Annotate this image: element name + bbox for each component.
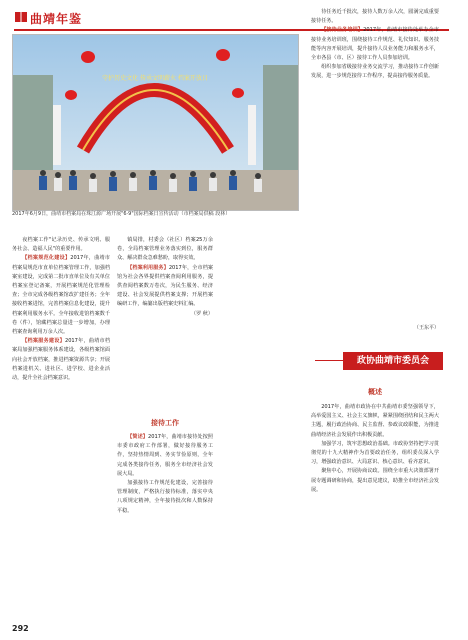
paragraph (117, 236, 213, 264)
paragraph-text: （罗 秋） (191, 310, 213, 317)
paragraph (311, 403, 439, 440)
subsection-heading-overview: 概述 (368, 388, 382, 396)
paragraph-heading: 【档案服务建设】 (22, 338, 65, 345)
paragraph-text: 2017年，曲靖市档案局规范市直单位档案管理工作，加强档案室建设，完成第二批市直单位及有关单位档案室登记备案，开展档案规范化管理检查；全市完成各级档案馆改扩建任务；全年接收档案进馆，完善档案信息化建设，提升档案利用服务水平。全年接收进馆档案数千卷（件），馆藏档案总量进一步增加，办理档案查询利用万余人次。 (12, 255, 110, 336)
paragraph-text: 聚焦中心，开展协商议政。围绕全市重大决策部署开展专题调研和协商，提出意见建议，助推全市经济社会发展。 (311, 468, 439, 493)
page-number: 292 (12, 624, 29, 633)
paragraph-text: 加强接待工作规范化建设，完善接待管理制度，严格执行接待标准，落实中央八项规定精神，全年接待批次和人数保持平稳。 (117, 480, 213, 514)
paragraph-heading: 【接待业务培训】 (321, 27, 364, 34)
paragraph-heading: 【档案利用服务】 (127, 264, 169, 271)
running-title: 曲靖年鉴 (30, 12, 83, 26)
paragraph (311, 8, 439, 26)
paragraph-text: 待任务近千批次，接待人数万余人次，圆满完成重要接待任务。 (311, 9, 439, 25)
photo-banner-text: 守护历史文化 传承文明薪火 档案开放日 (102, 75, 208, 82)
book-logo-icon (14, 10, 28, 24)
paragraph-text: 2017年，曲靖市政协在中共曲靖市委坚强领导下，高举爱国主义、社会主义旗帜，紧紧围绕团结和民主两大主题，履行政治协商、民主监督、参政议政职能，为推进曲靖经济社会发展作出积极贡献。 (311, 404, 439, 438)
paragraph (117, 433, 213, 479)
subsection-heading-reception: 接待工作 (151, 419, 179, 427)
paragraph-signature (117, 310, 213, 319)
paragraph-text: 加强学习，筑牢思想政治基础。市政协坚持把学习贯彻党的十九大精神作为首要政治任务，组织委员深入学习，增强政治意识、大局意识、核心意识、看齐意识。 (311, 440, 439, 466)
paragraph-text: 组织参加省级接待业务交流学习，推动接待工作创新发展，进一步规范接待工作程序，提高接待服务质量。 (311, 64, 439, 80)
section-title: 政协曲靖市委员会 (343, 352, 443, 370)
paragraph (117, 479, 213, 516)
paragraph (311, 467, 439, 495)
paragraph (311, 440, 439, 468)
paragraph-text: 2017年，全市档案馆为社会各界提供档案查阅利用服务，提供查阅档案数万卷次，为民生服务、经济建设、社会发展提供档案支撑；开展档案编研工作，编纂出版档案史料汇编。 (117, 264, 213, 308)
section-title-rule (315, 360, 343, 361)
paragraph-heading: 【档案规范化建设】 (22, 255, 71, 262)
paragraph (12, 254, 110, 337)
photo-illustration (13, 35, 298, 210)
photo-caption: 2017年6月9日，曲靖市档案局在珠江源广场开展"6·9"国际档案日宣传活动（市档案局供稿 段林） (12, 211, 231, 217)
event-photo (12, 34, 299, 211)
paragraph-heading: 【简述】 (127, 434, 148, 440)
column-2-lower (117, 433, 213, 516)
column-3 (311, 8, 439, 82)
column-3-lower (311, 403, 439, 495)
paragraph (12, 236, 110, 254)
column-2 (117, 236, 213, 319)
paragraph (311, 63, 439, 81)
paragraph-text: 夜档案工作"记录历史、传承文明、服务社会、造福人民"的重要作用。 (12, 237, 110, 253)
paragraph-text: 镇局排，村委会（社区）档案25万余卷，全局档案管理业务落实到位，服务群众、解决群众急难愁盼，取得实效。 (117, 237, 213, 262)
paragraph (12, 337, 110, 383)
paragraph-text: 2017年，曲靖市接待处按照市委市政府工作部署，做好接待服务工作，坚持热情周到、务实节俭原则，全年完成各类接待任务，服务全市经济社会发展大局。 (117, 434, 213, 477)
column-1 (12, 236, 110, 383)
author-signature: （王东平） (413, 325, 439, 331)
paragraph-text: 2017年，曲靖市档案局加强档案服务体系建设，各级档案馆面向社会开放档案，推进档案资源共享；开展档案进机关、进社区、进学校、进企业活动，提升全社会档案意识。 (12, 338, 110, 382)
paragraph-text: 2017年，曲靖市接待处举办全市接待业务培训班，围绕接待工作规范、礼仪知识、服务技能等内容开展培训，提升接待人员业务能力和服务水平，全市各县（市、区）接待工作人员参加培训。 (311, 27, 439, 62)
paragraph (311, 26, 439, 63)
paragraph (117, 264, 213, 310)
